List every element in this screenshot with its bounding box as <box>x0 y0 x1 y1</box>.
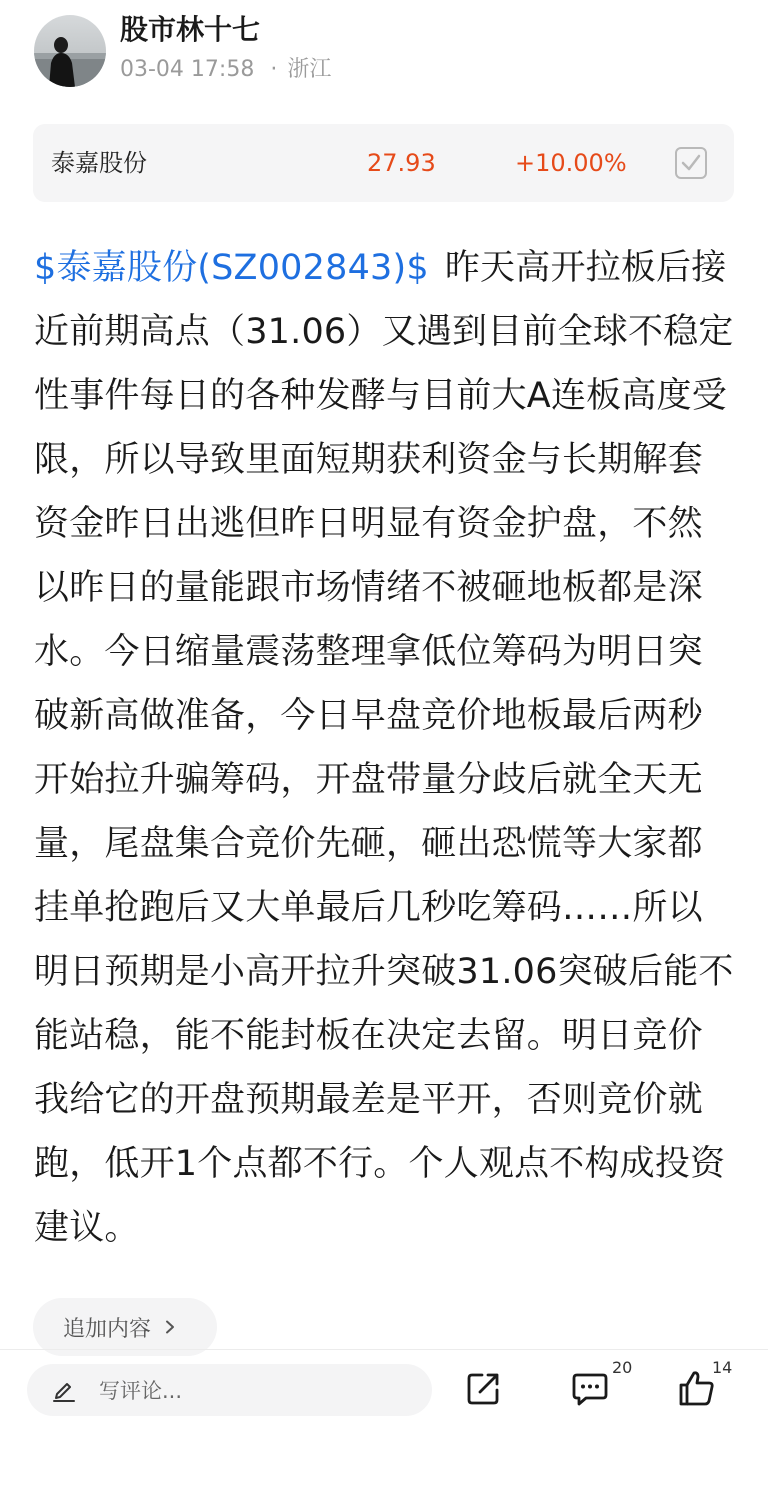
add-content-button[interactable] <box>33 1298 217 1356</box>
post-body <box>34 236 736 1260</box>
chevron-right-icon <box>163 1320 177 1334</box>
avatar[interactable] <box>34 15 106 87</box>
post-time: 03-04 17:58 <box>120 57 255 82</box>
stock-link[interactable]: $泰嘉股份(SZ002843)$ <box>34 248 429 288</box>
add-content-label: 追加内容 <box>63 1316 152 1342</box>
pen-icon <box>51 1377 77 1403</box>
comment-count: 20 <box>612 1358 633 1377</box>
checkbox-icon[interactable] <box>675 147 707 179</box>
stock-price: 27.93 <box>367 149 436 177</box>
stock-name: 泰嘉股份 <box>51 149 147 177</box>
post-location: 浙江 <box>287 57 332 82</box>
like-count: 14 <box>712 1358 733 1377</box>
stock-card[interactable] <box>33 124 734 202</box>
share-icon <box>464 1368 504 1408</box>
stock-change: +10.00% <box>515 149 627 177</box>
author-name[interactable]: 股市林十七 <box>120 13 261 46</box>
bottom-divider <box>0 1349 768 1350</box>
comment-button[interactable] <box>570 1368 610 1408</box>
comment-placeholder: 写评论... <box>99 1379 183 1403</box>
post-text: 昨天高开拉板后接近前期高点（31.06）又遇到目前全球不稳定性事件每日的各种发酵与目前大A连板高度受限，所以导致里面短期获利资金与长期解套资金昨日出逃但昨日明显有资金护盘，不然以昨日的量能跟市场情绪不被砸地板都是深水。今日缩量震荡整理拿低位筹码为明日突破新高做准备，今日早盘竞价地板最后两秒开始拉升骗筹码，开盘带量分歧后就全天无量，尾盘集合竞价先砸，砸出恐慌等大家都挂单抢跑后又大单最后几秒吃筹码……所以明日预期是小高开拉升突破31.06突破后能不能站稳，能不能封板在决定去留。明日竞价我给它的开盘预期最差是平开，否则竞价就跑，低开1个点都不行。个人观点不构成投资建议。 <box>34 248 734 1248</box>
comment-icon <box>570 1368 610 1408</box>
author-info <box>120 13 332 83</box>
share-button[interactable] <box>464 1368 504 1408</box>
meta-separator: · <box>270 57 278 82</box>
comment-input[interactable] <box>27 1364 432 1416</box>
post-meta <box>120 57 331 83</box>
post-header <box>34 15 331 87</box>
like-button[interactable] <box>677 1368 717 1408</box>
like-icon <box>677 1368 717 1408</box>
